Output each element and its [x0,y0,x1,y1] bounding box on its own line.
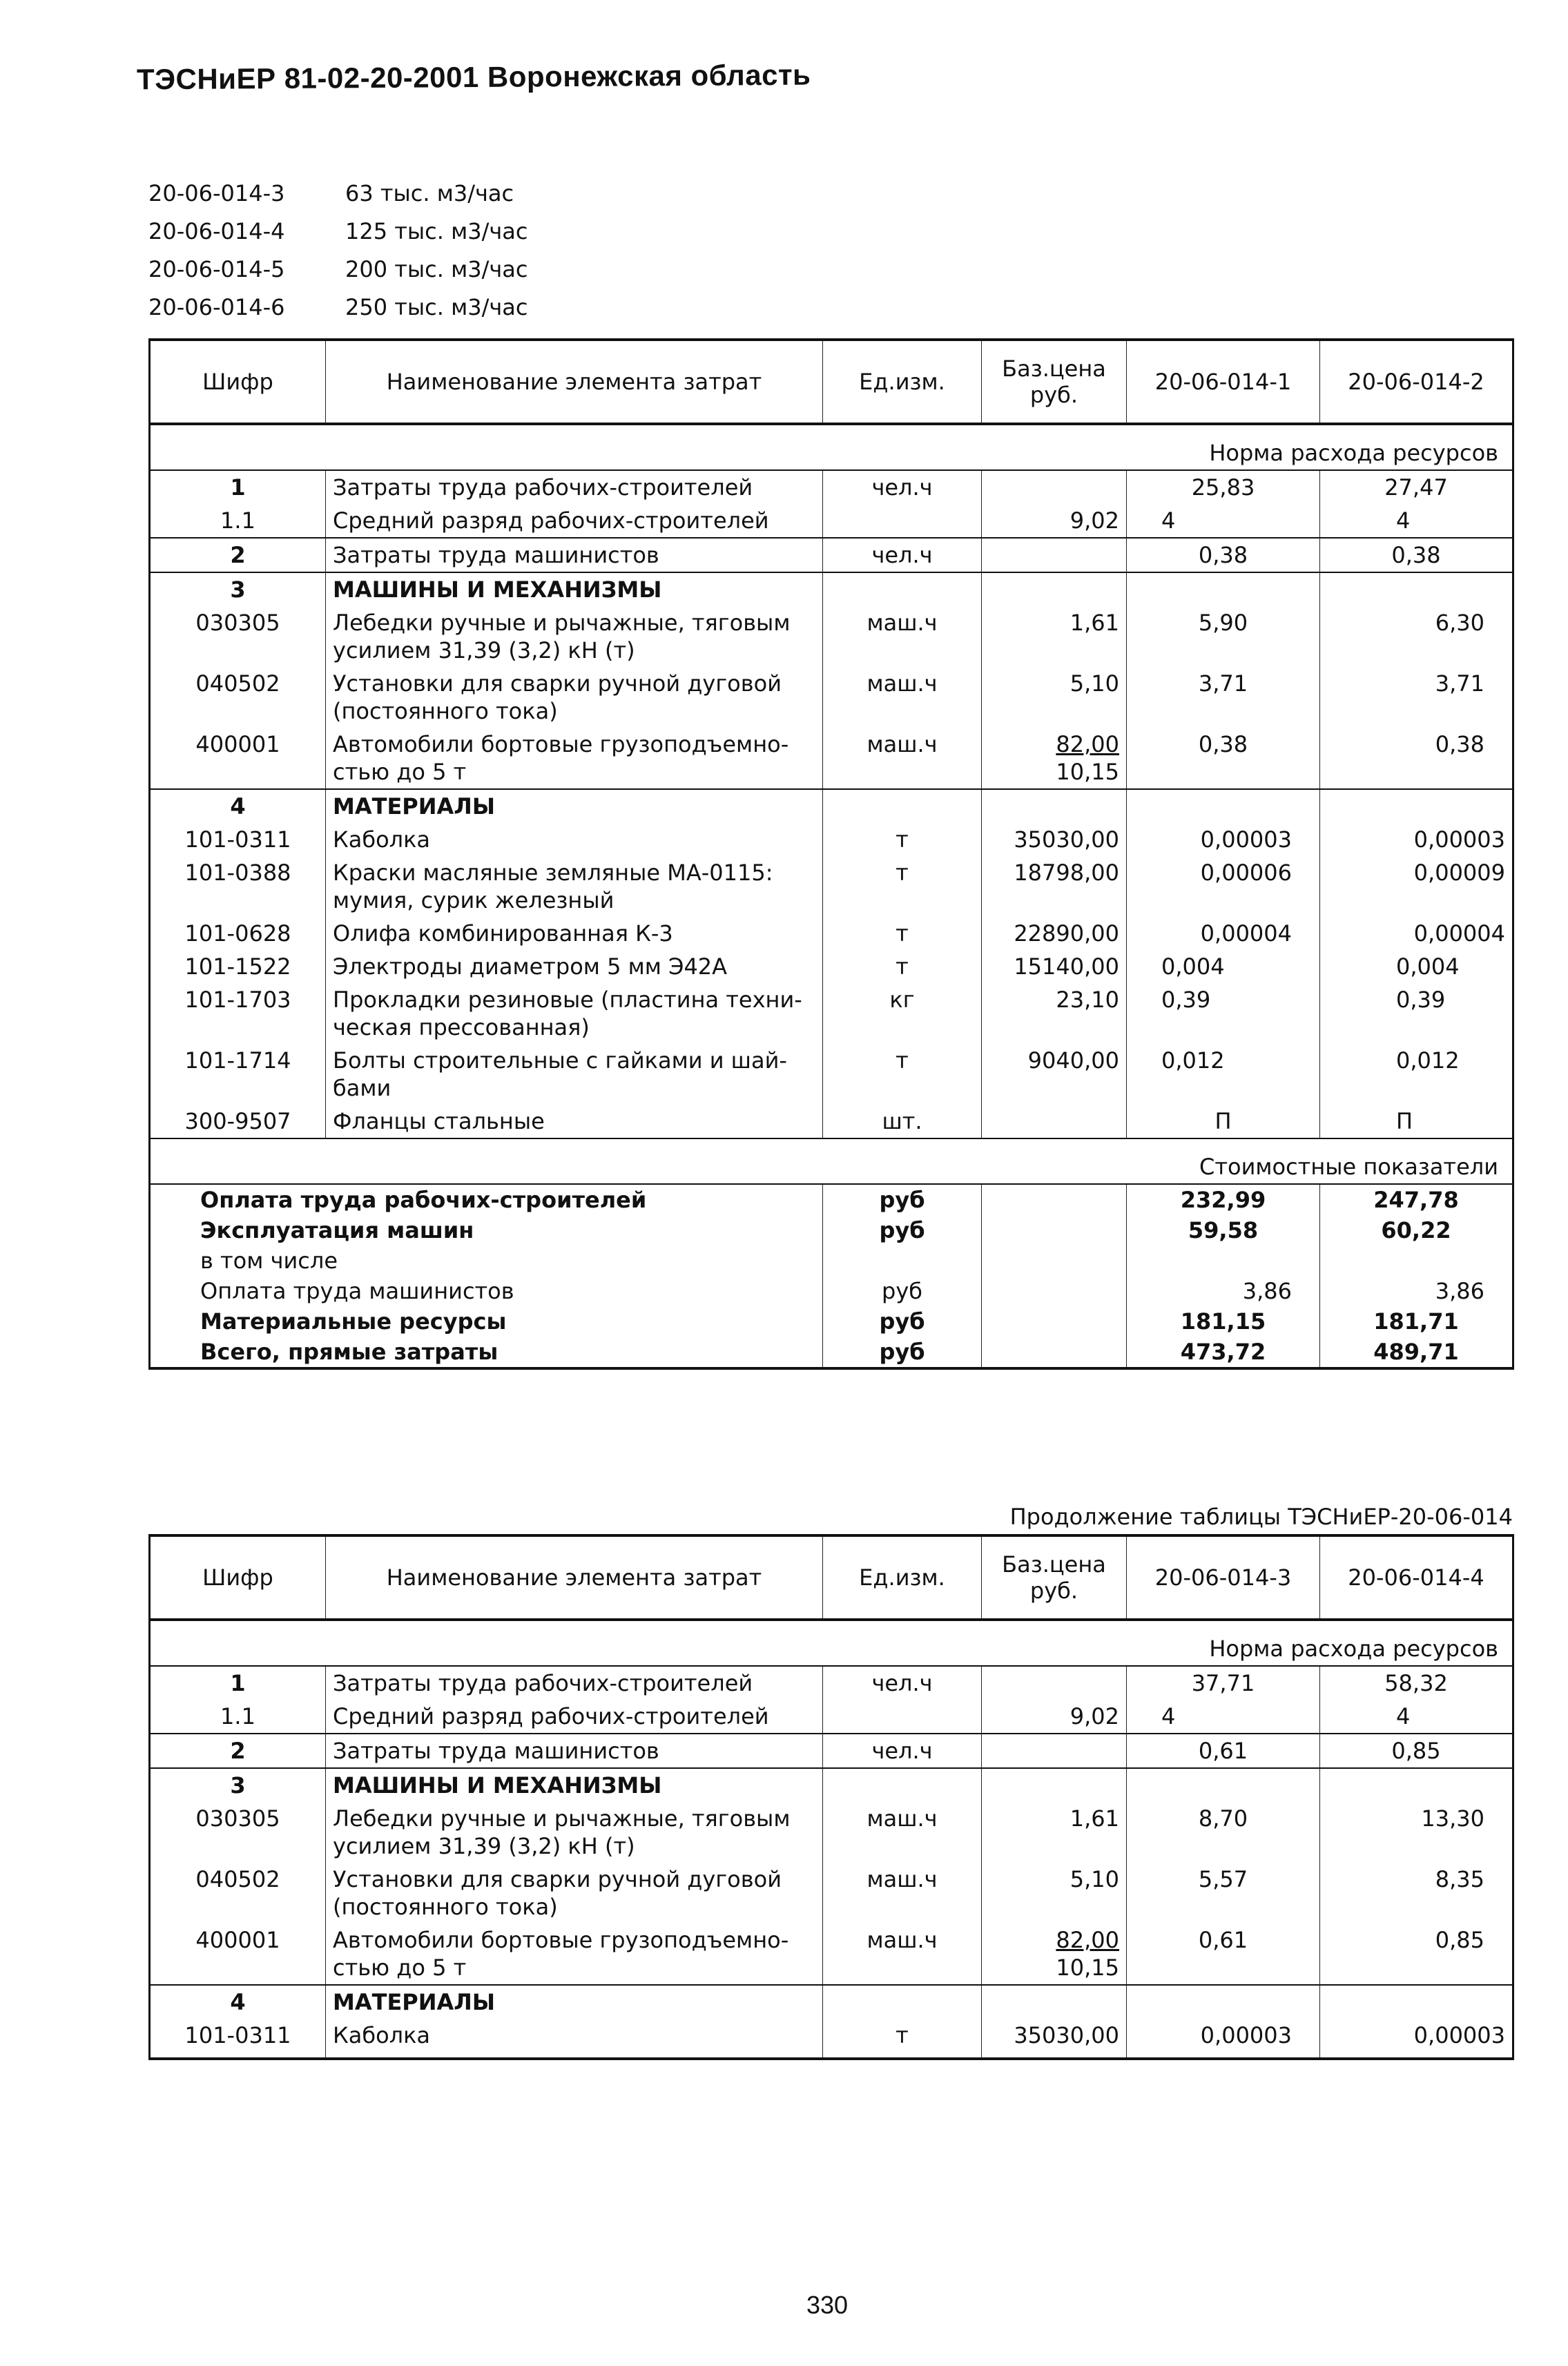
page-number: 330 [806,2291,849,2319]
variant-item [148,250,527,288]
cost-row: Материальные ресурсы руб 181,15 181,71 [150,1306,1513,1337]
table-row: 101-1522 Электроды диаметром 5 мм Э42А т 15140,00 0,004 0,004 [150,950,1513,983]
cost-row: Эксплуатация машин руб 59,58 60,22 [150,1215,1513,1245]
table-header-row [150,1535,1513,1620]
section-row-machines: 3 МАШИНЫ И МЕХАНИЗМЫ [150,572,1513,606]
norm-label: Норма расхода ресурсов [150,424,1513,470]
resource-table-2 [148,1534,1514,2060]
cost-row: Оплата труда машинистов руб 3,86 3,86 [150,1276,1513,1306]
table-row: 101-0628 Олифа комбинированная К-3 т 22890,00 0,00004 0,00004 [150,917,1513,950]
cost-row: в том числе [150,1245,1513,1276]
section-row-materials: 4 МАТЕРИАЛЫ [150,1985,1513,2019]
header-code: Шифр [150,340,326,424]
price-fraction: 82,00 10,15 [982,1923,1127,1985]
variant-value: 250 тыс. м3/час [345,293,528,320]
variant-code: 20-06-014-5 [148,255,285,282]
table-row: 1.1 Средний разряд рабочих-строителей 9,02 4 4 [150,1700,1513,1734]
header-price: Баз.цена руб. [982,1535,1127,1620]
table-row: 030305 Лебедки ручные и рычажные, тяговым усилием 31,39 (3,2) кН (т) маш.ч 1,61 8,70 13,30 [150,1802,1513,1863]
variant-code: 20-06-014-6 [148,293,285,320]
header-price: Баз.цена руб. [982,340,1127,424]
table-row: 300-9507 Фланцы стальные шт. П П [150,1105,1513,1138]
table-row: 1 Затраты труда рабочих-строителей чел.ч 37,71 58,32 [150,1666,1513,1700]
variant-code: 20-06-014-3 [148,180,285,206]
table-row: 040502 Установки для сварки ручной дуговой (постоянного тока) маш.ч 5,10 5,57 8,35 [150,1863,1513,1923]
header-col-b: 20-06-014-4 [1320,1535,1513,1620]
table-row: 1 Затраты труда рабочих-строителей чел.ч 25,83 27,47 [150,470,1513,504]
norm-label: Норма расхода ресурсов [150,1620,1513,1666]
variant-item [148,212,527,250]
variant-value: 200 тыс. м3/час [345,255,528,282]
cost-band-row [150,1138,1513,1184]
cost-row-total: Всего, прямые затраты руб 473,72 489,71 [150,1337,1513,1368]
table-row: 101-1703 Прокладки резиновые (пластина техни-ческая прессованная) кг 23,10 0,39 0,39 [150,983,1513,1044]
header-unit: Ед.изм. [823,1535,982,1620]
variant-value: 63 тыс. м3/час [345,180,514,206]
table-row: 400001 Автомобили бортовые грузоподъемно-стью до 5 т маш.ч 82,00 10,15 0,38 0,38 [150,728,1513,789]
table-row: 2 Затраты труда машинистов чел.ч 0,61 0,85 [150,1734,1513,1768]
table-row: 101-0311 Каболка т 35030,00 0,00003 0,00003 [150,823,1513,856]
header-col-a: 20-06-014-1 [1127,340,1320,424]
table-header-row [150,340,1513,424]
variant-code: 20-06-014-4 [148,217,285,244]
header-col-b: 20-06-014-2 [1320,340,1513,424]
variant-item [148,174,527,212]
variant-item [148,288,527,326]
table-row: 2 Затраты труда машинистов чел.ч 0,38 0,38 [150,538,1513,572]
table-row: 030305 Лебедки ручные и рычажные, тяговым усилием 31,39 (3,2) кН (т) маш.ч 1,61 5,90 6,30 [150,606,1513,667]
resource-table-1 [148,338,1514,1370]
cost-label: Стоимостные показатели [150,1138,1513,1184]
cost-row: Оплата труда рабочих-строителей руб 232,99 247,78 [150,1184,1513,1215]
header-unit: Ед.изм. [823,340,982,424]
price-fraction: 82,00 10,15 [982,728,1127,789]
norm-band-row [150,1620,1513,1666]
table-row: 400001 Автомобили бортовые грузоподъемно-стью до 5 т маш.ч 82,00 10,15 0,61 0,85 [150,1923,1513,1985]
header-name: Наименование элемента затрат [326,1535,823,1620]
table-row: 1.1 Средний разряд рабочих-строителей 9,02 4 4 [150,504,1513,538]
variant-value: 125 тыс. м3/час [345,217,528,244]
header-code: Шифр [150,1535,326,1620]
header-name: Наименование элемента затрат [326,340,823,424]
table-row: 101-1714 Болты строительные с гайками и шай-бами т 9040,00 0,012 0,012 [150,1044,1513,1105]
section-row-materials: 4 МАТЕРИАЛЫ [150,789,1513,823]
document-title: ТЭСНиЕР 81-02-20-2001 Воронежская область [136,58,811,96]
table-row: 040502 Установки для сварки ручной дуговой (постоянного тока) маш.ч 5,10 3,71 3,71 [150,667,1513,728]
table-continuation-caption: Продолжение таблицы ТЭСНиЕР-20-06-014 [1009,1504,1513,1530]
table-row: 101-0311 Каболка т 35030,00 0,00003 0,00003 [150,2019,1513,2059]
variant-list [148,174,527,326]
section-row-machines: 3 МАШИНЫ И МЕХАНИЗМЫ [150,1768,1513,1802]
header-col-a: 20-06-014-3 [1127,1535,1320,1620]
norm-band-row [150,424,1513,470]
table-row: 101-0388 Краски масляные земляные МА-0115: мумия, сурик железный т 18798,00 0,00006 0,00009 [150,856,1513,917]
